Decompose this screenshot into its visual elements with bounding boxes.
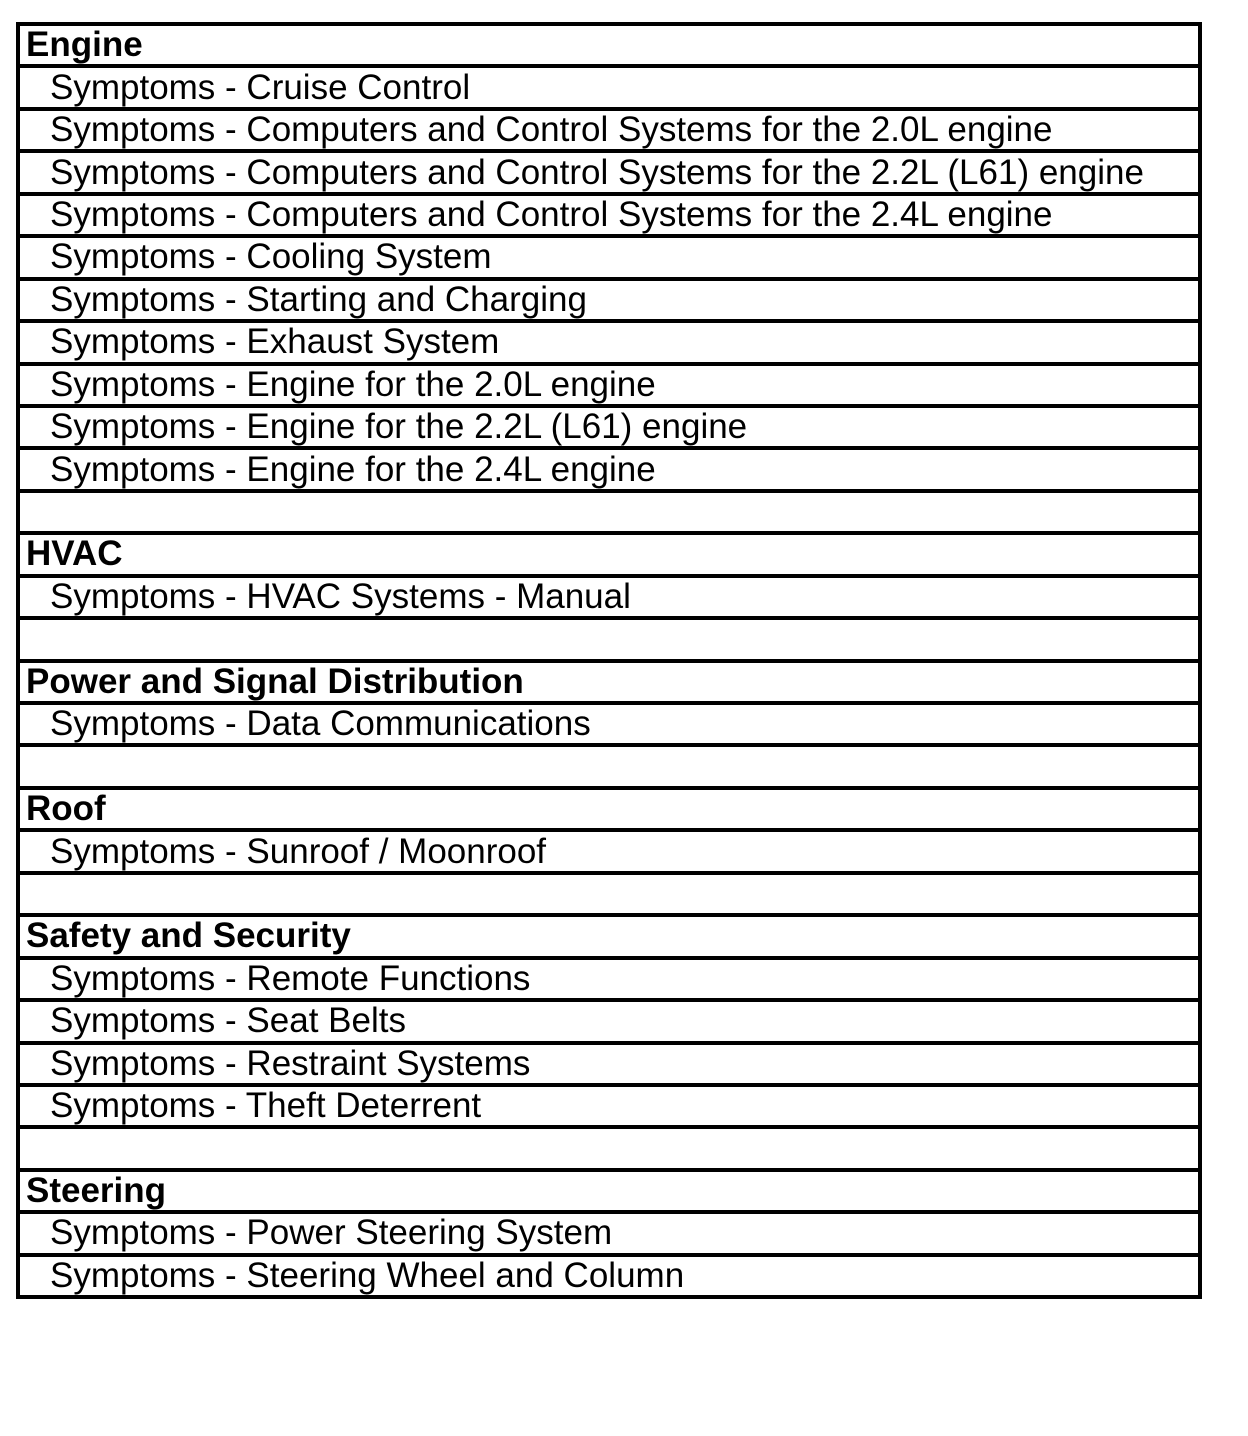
symptom-row — [18, 576, 1200, 618]
symptom-row — [18, 1085, 1200, 1127]
blank-cell — [18, 491, 1200, 533]
symptom-link[interactable]: Symptoms - Cooling System — [18, 236, 1200, 278]
symptom-row — [18, 406, 1200, 448]
symptom-link[interactable]: Symptoms - Steering Wheel and Column — [18, 1255, 1200, 1297]
symptom-row — [18, 151, 1200, 193]
section-heading: Engine — [18, 24, 1200, 66]
section-heading-row — [18, 661, 1200, 703]
symptom-link[interactable]: Symptoms - Remote Functions — [18, 958, 1200, 1000]
symptom-link[interactable]: Symptoms - Computers and Control Systems for the 2.0L engine — [18, 109, 1200, 151]
section-separator-row — [18, 873, 1200, 915]
section-separator-row — [18, 618, 1200, 660]
symptom-link[interactable]: Symptoms - Computers and Control Systems for the 2.4L engine — [18, 194, 1200, 236]
blank-cell — [18, 1127, 1200, 1169]
symptom-row — [18, 1000, 1200, 1042]
symptom-row — [18, 236, 1200, 278]
symptom-link[interactable]: Symptoms - Engine for the 2.2L (L61) engine — [18, 406, 1200, 448]
section-separator-row — [18, 491, 1200, 533]
section-heading: Safety and Security — [18, 915, 1200, 957]
symptom-row — [18, 448, 1200, 490]
section-heading-row — [18, 24, 1200, 66]
section-heading: HVAC — [18, 533, 1200, 575]
symptom-link[interactable]: Symptoms - Data Communications — [18, 703, 1200, 745]
symptom-row — [18, 1255, 1200, 1297]
blank-cell — [18, 618, 1200, 660]
symptoms-index-body — [18, 24, 1200, 1297]
symptom-row — [18, 364, 1200, 406]
symptom-row — [18, 321, 1200, 363]
symptom-row — [18, 1212, 1200, 1254]
symptom-link[interactable]: Symptoms - Engine for the 2.0L engine — [18, 364, 1200, 406]
blank-cell — [18, 745, 1200, 787]
symptom-link[interactable]: Symptoms - Computers and Control Systems for the 2.2L (L61) engine — [18, 151, 1200, 193]
section-heading: Power and Signal Distribution — [18, 661, 1200, 703]
section-heading-row — [18, 915, 1200, 957]
symptom-link[interactable]: Symptoms - Restraint Systems — [18, 1043, 1200, 1085]
symptom-link[interactable]: Symptoms - HVAC Systems - Manual — [18, 576, 1200, 618]
symptoms-index-table — [16, 22, 1202, 1299]
symptom-link[interactable]: Symptoms - Sunroof / Moonroof — [18, 830, 1200, 872]
symptom-link[interactable]: Symptoms - Cruise Control — [18, 66, 1200, 108]
section-heading-row — [18, 533, 1200, 575]
symptom-link[interactable]: Symptoms - Engine for the 2.4L engine — [18, 448, 1200, 490]
section-separator-row — [18, 745, 1200, 787]
section-heading: Steering — [18, 1170, 1200, 1212]
section-heading-row — [18, 1170, 1200, 1212]
symptom-row — [18, 109, 1200, 151]
blank-cell — [18, 873, 1200, 915]
symptom-link[interactable]: Symptoms - Seat Belts — [18, 1000, 1200, 1042]
symptom-row — [18, 1043, 1200, 1085]
symptom-link[interactable]: Symptoms - Starting and Charging — [18, 279, 1200, 321]
symptom-row — [18, 830, 1200, 872]
symptom-row — [18, 279, 1200, 321]
symptom-row — [18, 958, 1200, 1000]
symptom-row — [18, 194, 1200, 236]
section-separator-row — [18, 1127, 1200, 1169]
symptom-link[interactable]: Symptoms - Exhaust System — [18, 321, 1200, 363]
symptom-row — [18, 703, 1200, 745]
symptom-row — [18, 66, 1200, 108]
symptom-link[interactable]: Symptoms - Power Steering System — [18, 1212, 1200, 1254]
section-heading-row — [18, 788, 1200, 830]
symptom-link[interactable]: Symptoms - Theft Deterrent — [18, 1085, 1200, 1127]
section-heading: Roof — [18, 788, 1200, 830]
